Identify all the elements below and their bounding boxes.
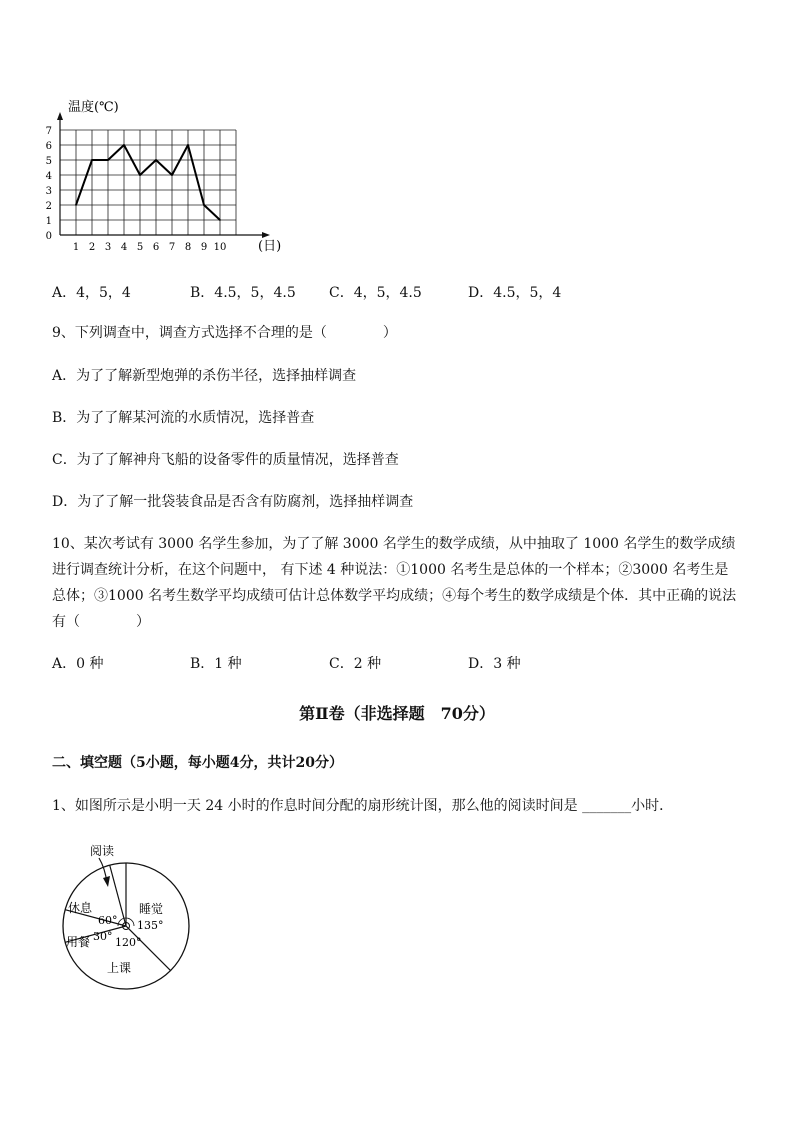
fill-in-part-title: 二、填空题（5小题，每小题4分，共计20分） [52, 755, 343, 771]
q10-stem: 10、某次考试有 3000 名学生参加，为了了解 3000 名学生的数学成绩，从中抽取了 1000 名学生的数学成绩进行调查统计分析，在这个问题中， 有下述 4 种说法：①1000 名考生是总体的一个样本；②3000 名考生是总体；③1000 名考生数学平均成绩可估计总体数学平均成绩；④每个考生的数学成绩是个体．其中正确的说法有（ ） [52, 536, 737, 630]
q8-option-a[interactable]: A．4，5，4 [52, 285, 131, 301]
y-axis-arrow [57, 112, 63, 120]
q9-stem: 9、下列调查中，调查方式选择不合理的是（ ） [52, 325, 397, 341]
x-tick-label: 8 [184, 242, 192, 253]
pie-angle-rest: 60° [98, 914, 118, 927]
x-tick-label: 10 [213, 242, 227, 253]
temperature-point [171, 174, 173, 176]
pie-label-rest: 休息 [68, 901, 93, 915]
section-two-title: 第Ⅱ卷（非选择题 70分） [299, 704, 495, 723]
daily-schedule-pie-chart [55, 838, 205, 998]
pie-angle-class: 120° [115, 936, 142, 949]
temperature-point [155, 159, 157, 161]
temperature-point [187, 144, 189, 146]
y-tick-label: 2 [45, 201, 52, 212]
x-tick-label: 5 [136, 242, 144, 253]
x-tick-label: 6 [152, 242, 160, 253]
q8-option-c[interactable]: C．4，5，4.5 [329, 285, 422, 301]
x-axis-label: (日) [258, 239, 282, 254]
y-tick-label: 3 [45, 186, 52, 197]
x-tick-label: 1 [72, 242, 80, 253]
pie-label-reading: 阅读 [90, 844, 115, 858]
q8-option-d[interactable]: D．4.5，5，4 [468, 285, 562, 301]
y-tick-label: 5 [45, 156, 52, 167]
pie-sector-boundaries [65, 863, 170, 971]
temperature-point [203, 204, 205, 206]
q9-option-a[interactable]: A．为了了解新型炮弹的杀伤半径，选择抽样调查 [52, 368, 357, 384]
x-tick-label: 2 [88, 242, 96, 253]
temperature-point [139, 174, 141, 176]
temperature-series [75, 144, 221, 221]
q9-option-c[interactable]: C．为了了解神舟飞船的设备零件的质量情况，选择普查 [52, 452, 399, 468]
x-tick-label: 4 [120, 242, 128, 253]
q9-option-b[interactable]: B．为了了解某河流的水质情况，选择普查 [52, 410, 315, 426]
y-tick-labels [46, 126, 52, 242]
pie-label-meal: 用餐 [66, 935, 91, 949]
x-tick-label: 7 [168, 242, 176, 253]
q8-option-b[interactable]: B．4.5，5，4.5 [190, 285, 296, 301]
y-tick-label: 4 [45, 171, 52, 182]
x-tick-label: 9 [200, 242, 208, 253]
y-axis-label: 温度(℃) [68, 100, 119, 115]
pie-label-sleep: 睡觉 [139, 902, 164, 916]
x-tick-label: 3 [104, 242, 112, 253]
y-tick-label: 6 [45, 141, 52, 152]
chart-grid [60, 130, 236, 235]
pie-label-class: 上课 [107, 961, 132, 975]
y-tick-label: 1 [45, 216, 52, 227]
x-tick-labels [73, 242, 227, 253]
fill1-stem: 1、如图所示是小明一天 24 小时的作息时间分配的扇形统计图，那么他的阅读时间是 _______小时． [52, 798, 674, 814]
temperature-point [219, 219, 221, 221]
temperature-point [107, 159, 109, 161]
q10-option-d[interactable]: D．3 种 [468, 656, 521, 672]
pie-angle-meal: 30° [93, 930, 113, 943]
temperature-line [76, 145, 220, 220]
y-tick-label: 0 [45, 231, 52, 242]
y-tick-label: 7 [45, 126, 52, 137]
reading-arrow-head [103, 876, 110, 887]
q10-option-b[interactable]: B．1 种 [190, 656, 242, 672]
q10-option-c[interactable]: C．2 种 [329, 656, 382, 672]
temperature-point [75, 204, 77, 206]
x-axis-arrow [262, 232, 270, 238]
q9-option-d[interactable]: D．为了了解一批袋装食品是否含有防腐剂，选择抽样调查 [52, 494, 414, 510]
temperature-point [91, 159, 93, 161]
temperature-line-chart [40, 92, 300, 262]
temperature-point [123, 144, 125, 146]
pie-angle-sleep: 135° [137, 919, 164, 932]
q10-option-a[interactable]: A．0 种 [52, 656, 104, 672]
